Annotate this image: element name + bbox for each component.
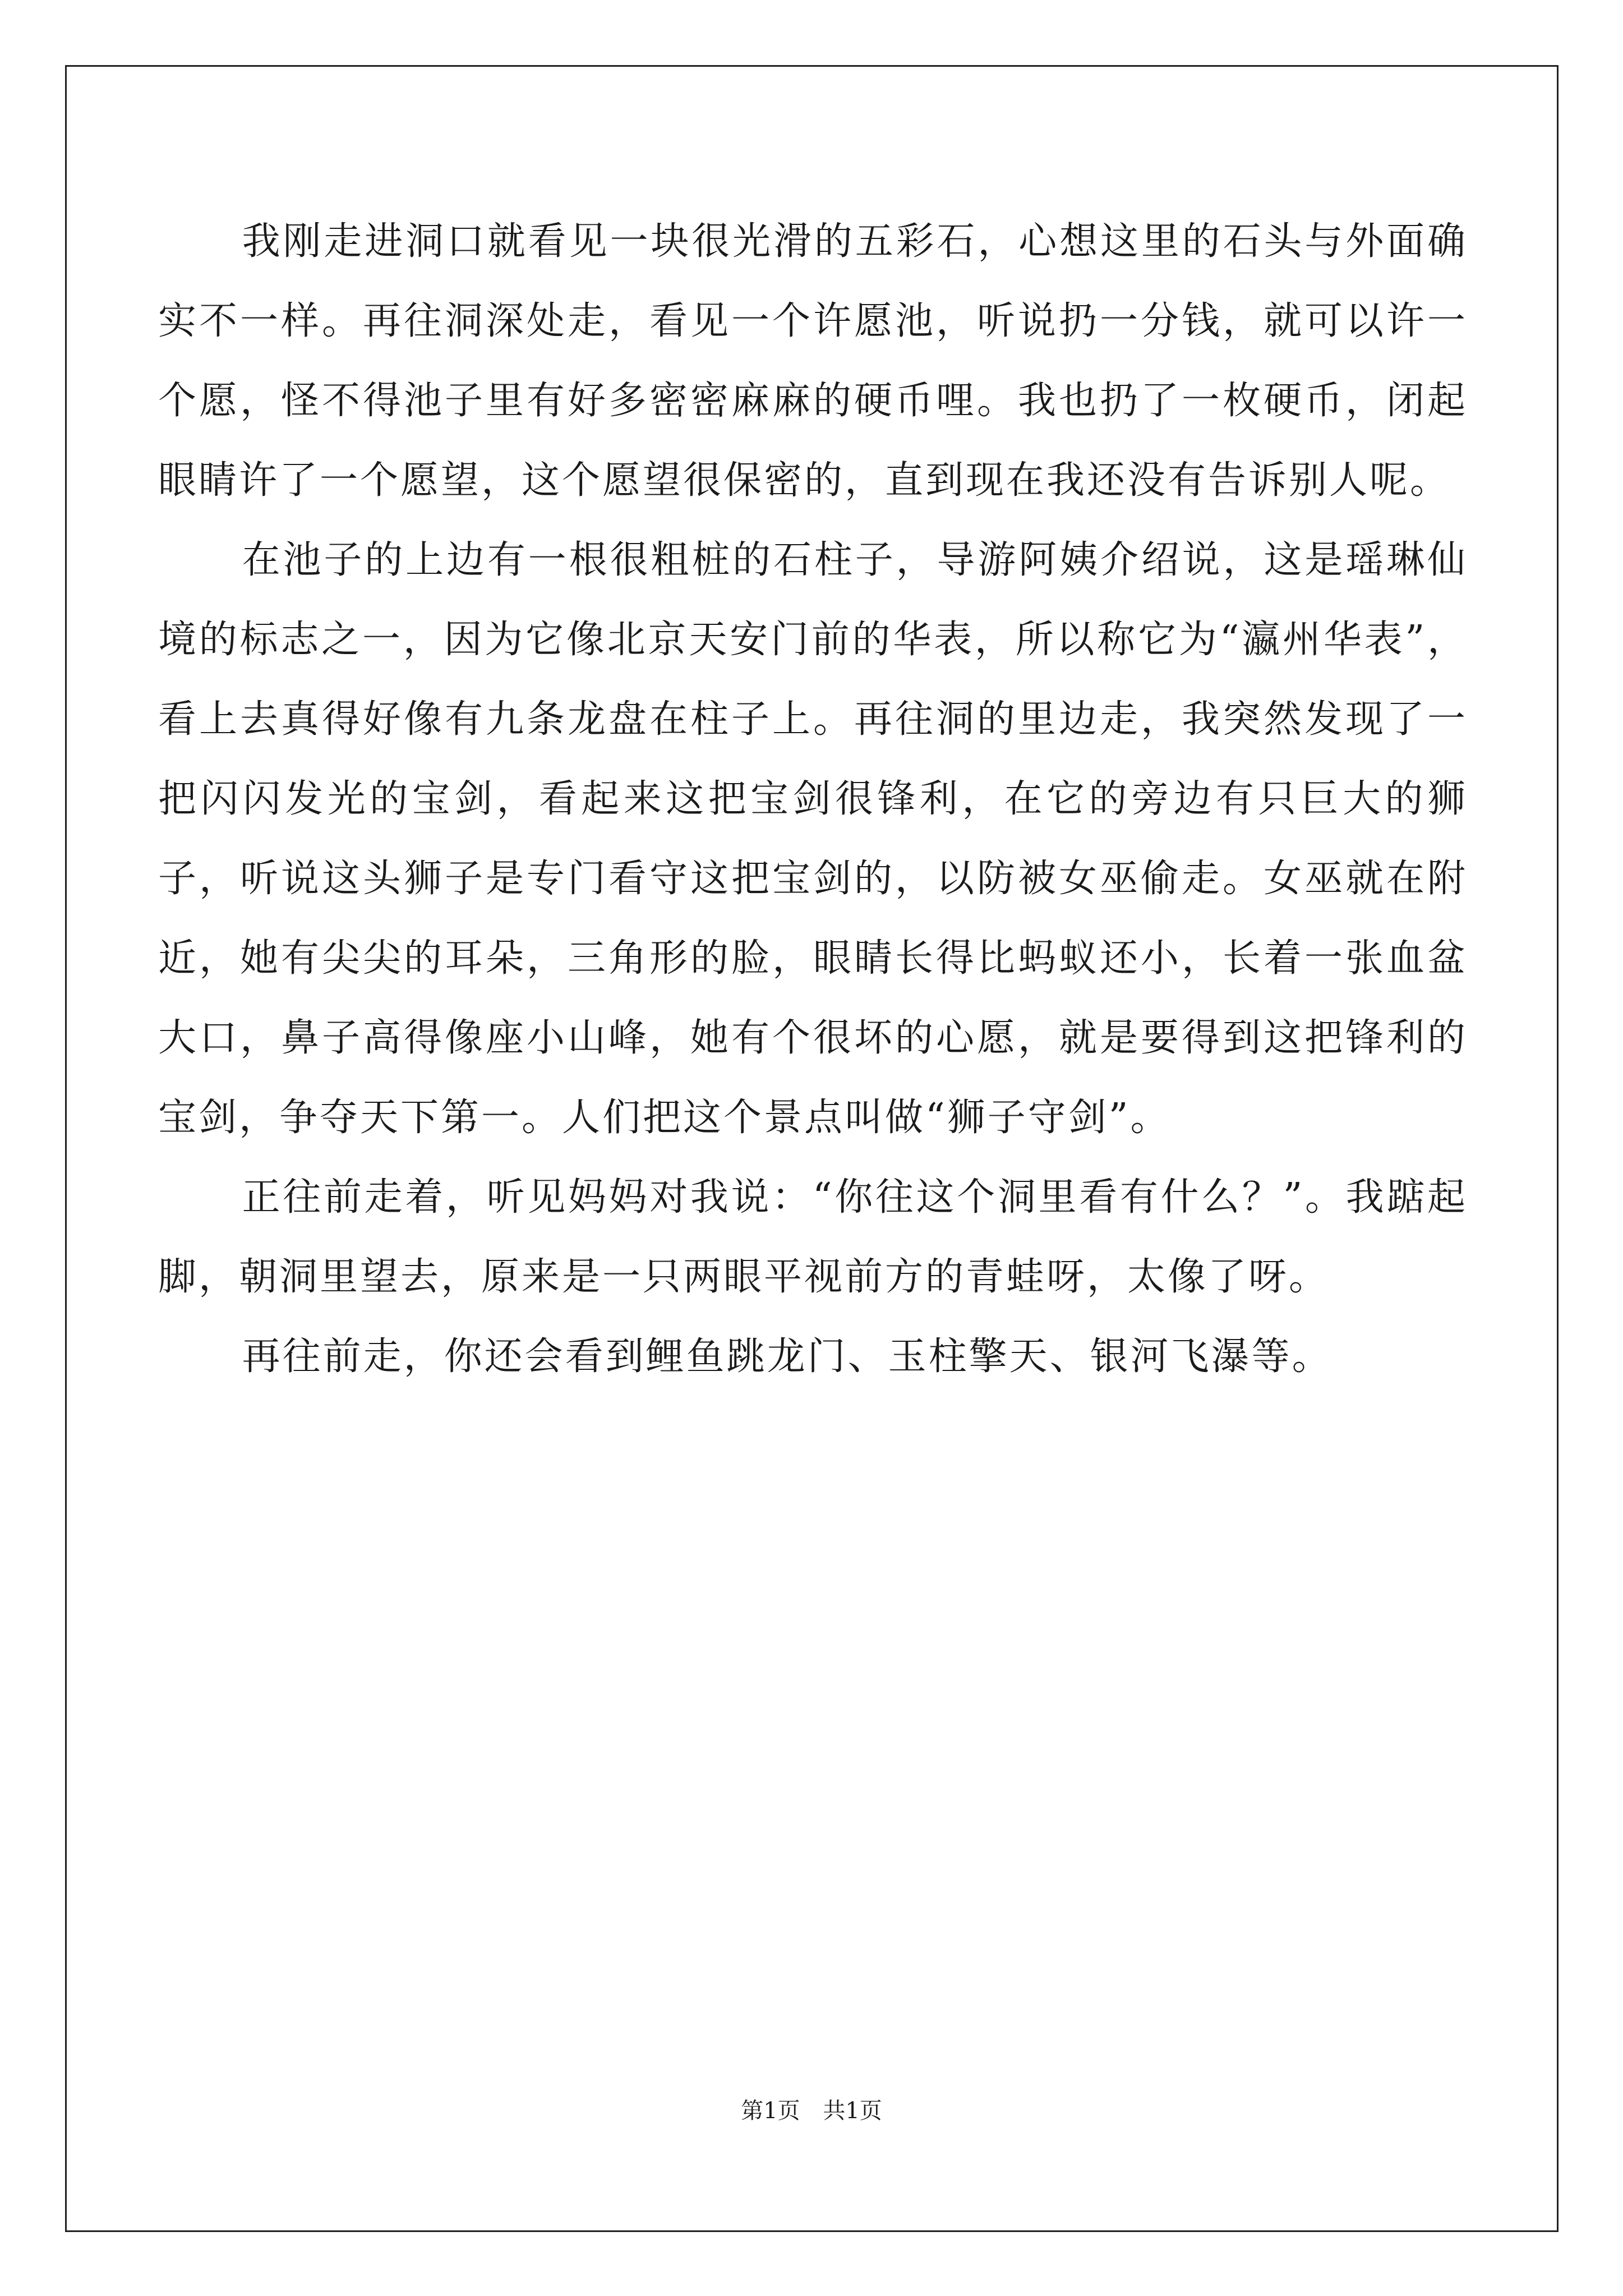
paragraph: 在池子的上边有一根很粗桩的石柱子，导游阿姨介绍说，这是瑶琳仙境的标志之一，因为它像北京天安门前的华表，所以称它为“瀛州华表”，看上去真得好像有九条龙盘在柱子上。再往洞的里边走，我突然发现了一把闪闪发光的宝剑，看起来这把宝剑很锋利，在它的旁边有只巨大的狮子，听说这头狮子是专门看守这把宝剑的，以防被女巫偷走。女巫就在附近，她有尖尖的耳朵，三角形的脸，眼睛长得比蚂蚁还小，长着一张血盆大口，鼻子高得像座小山峰，她有个很坏的心愿，就是要得到这把锋利的宝剑，争夺天下第一。人们把这个景点叫做“狮子守剑”。 <box>158 538 1468 1140</box>
paragraph: 我刚走进洞口就看见一块很光滑的五彩石，心想这里的石头与外面确实不一样。再往洞深处走，看见一个许愿池，听说扔一分钱，就可以许一个愿，怪不得池子里有好多密密麻麻的硬币哩。我也扔了一枚硬币，闭起眼睛许了一个愿望，这个愿望很保密的，直到现在我还没有告诉别人呢。 <box>158 219 1468 503</box>
paragraph: 正往前走着，听见妈妈对我说：“你往这个洞里看有什么？”。我踮起脚，朝洞里望去，原来是一只两眼平视前方的青蛙呀，太像了呀。 <box>158 1175 1468 1299</box>
page-footer <box>0 2095 1623 2127</box>
document-body <box>158 202 1468 1397</box>
paragraph: 再往前走，你还会看到鲤鱼跳龙门、玉柱擎天、银河飞瀑等。 <box>242 1335 1332 1379</box>
page-total: 共1页 <box>823 2098 882 2124</box>
page-number: 第1页 <box>741 2098 800 2124</box>
